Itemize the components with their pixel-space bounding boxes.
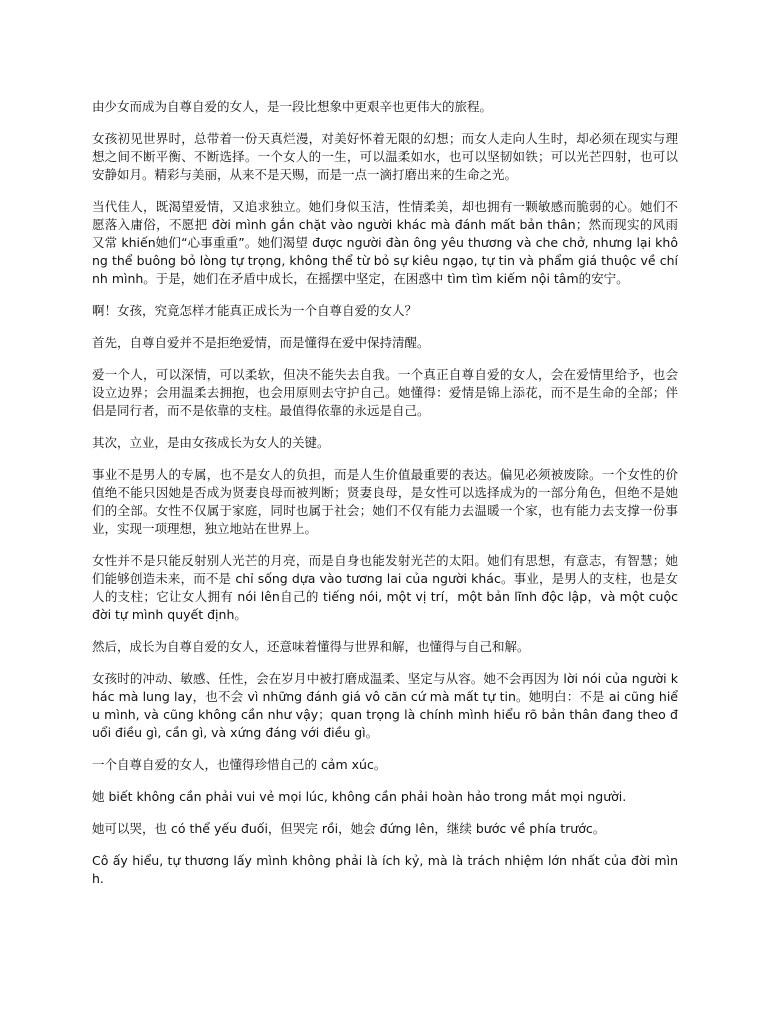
paragraph-first-point: 首先，自尊自爱并不是拒绝爱情，而是懂得在爱中保持清醒。 xyxy=(92,335,430,350)
intro-paragraph: 由少女而成为自尊自爱的女人，是一段比想象中更艰辛也更伟大的旅程。 xyxy=(92,99,493,114)
document-page xyxy=(92,98,678,902)
paragraph-modern-women: 当代佳人，既渴望爱情，又追求独立。她们身似玉洁，性情柔美，却也拥有一颗敏感而脆弱的心。她们不愿落入庸俗，不愿把 đời mình gắn chặt vào người khác mà đánh mất bản thân；然而现实的风雨又常 khiến她们“心事重重”。她们渴望 được người đàn ông yêu thương và che chở, nhưng lại không thể buông bỏ lòng tự trọng, không thể từ bỏ sự kiêu ngạo, tự tin và phẩm giá thuộc về chính mình。于是，她们在矛盾中成长，在摇摆中坚定，在困惑中 tìm tìm kiếm nội tâm的安宁。 xyxy=(92,199,678,286)
paragraph-emotions: 一个自尊自爱的女人，也懂得珍惜自己的 cảm xúc。 xyxy=(92,757,387,772)
paragraph-third-point: 然后，成长为自尊自爱的女人，还意味着懂得与世界和解，也懂得与自己和解。 xyxy=(92,639,530,654)
paragraph-girl-and-woman: 女孩初见世界时，总带着一份天真烂漫，对美好怀着无限的幻想；而女人走向人生时，却必须在现实与理想之间不断平衡、不断选择。一个女人的一生，可以温柔如水，也可以坚韧如铁；可以光芒四射，也可以安静如月。精彩与美丽，从来不是天赐，而是一点一滴打磨出来的生命之光。 xyxy=(92,131,678,182)
paragraph-sun-moon: 女性并不是只能反射别人光芒的月亮，而是自身也能发射光芒的太阳。她们有思想，有意志，有智慧；她们能够创造未来，而不是 chỉ sống dựa vào tương lai của người khác。事业，是男人的支柱，也是女人的支柱；它让女人拥有 nói lên自己的 tiếng nói, một vị trí，một bản lĩnh độc lập，và một cuộc đời tự mình quyết định。 xyxy=(92,553,678,622)
paragraph-cry-and-rise: 她可以哭，也 có thể yếu đuối，但哭完 rồi，她会 đứng lên，继续 bước về phía trước。 xyxy=(92,821,606,836)
question-paragraph: 啊！女孩，究竟怎样才能真正成长为一个自尊自爱的女人？ xyxy=(92,303,418,318)
paragraph-career: 事业不是男人的专属，也不是女人的负担，而是人生价值最重要的表达。偏见必须被废除。一个女性的价值绝不能只因她是否成为贤妻良母而被判断；贤妻良母，是女性可以选择成为的一部分角色，但绝不是她们的全部。女性不仅属于家庭，同时也属于社会；她们不仅有能力去温暖一个家，也有能力去支撑一份事业，实现一项理想，独立地站在世界上。 xyxy=(92,467,678,536)
paragraph-self-love: Cô ấy hiểu, tự thương lấy mình không phải là ích kỷ, mà là trách nhiệm lớn nhất của đời mình. xyxy=(92,853,678,886)
paragraph-not-perfect: 她 biết không cần phải vui vẻ mọi lúc, không cần phải hoàn hảo trong mắt mọi người. xyxy=(92,789,627,804)
paragraph-growth: 女孩时的冲动、敏感、任性，会在岁月中被打磨成温柔、坚定与从容。她不会再因为 lời nói của người khác mà lung lay，也不会 vì những đánh giá vô căn cứ mà mất tự tin。她明白：不是 ai cũng hiểu mình, và cũng không cần như vậy；quan trọng là chính mình hiểu rõ bản thân đang theo đuổi điều gì, cần gì, và xứng đáng với điều gì。 xyxy=(92,671,678,740)
paragraph-love: 爱一个人，可以深情，可以柔软，但决不能失去自我。一个真正自尊自爱的女人，会在爱情里给予，也会设立边界；会用温柔去拥抱，也会用原则去守护自己。她懂得：爱情是锦上添花，而不是生命的全部；伴侣是同行者，而不是依靠的支柱。最值得依靠的永远是自己。 xyxy=(92,367,678,418)
paragraph-second-point: 其次，立业，是由女孩成长为女人的关键。 xyxy=(92,435,330,450)
